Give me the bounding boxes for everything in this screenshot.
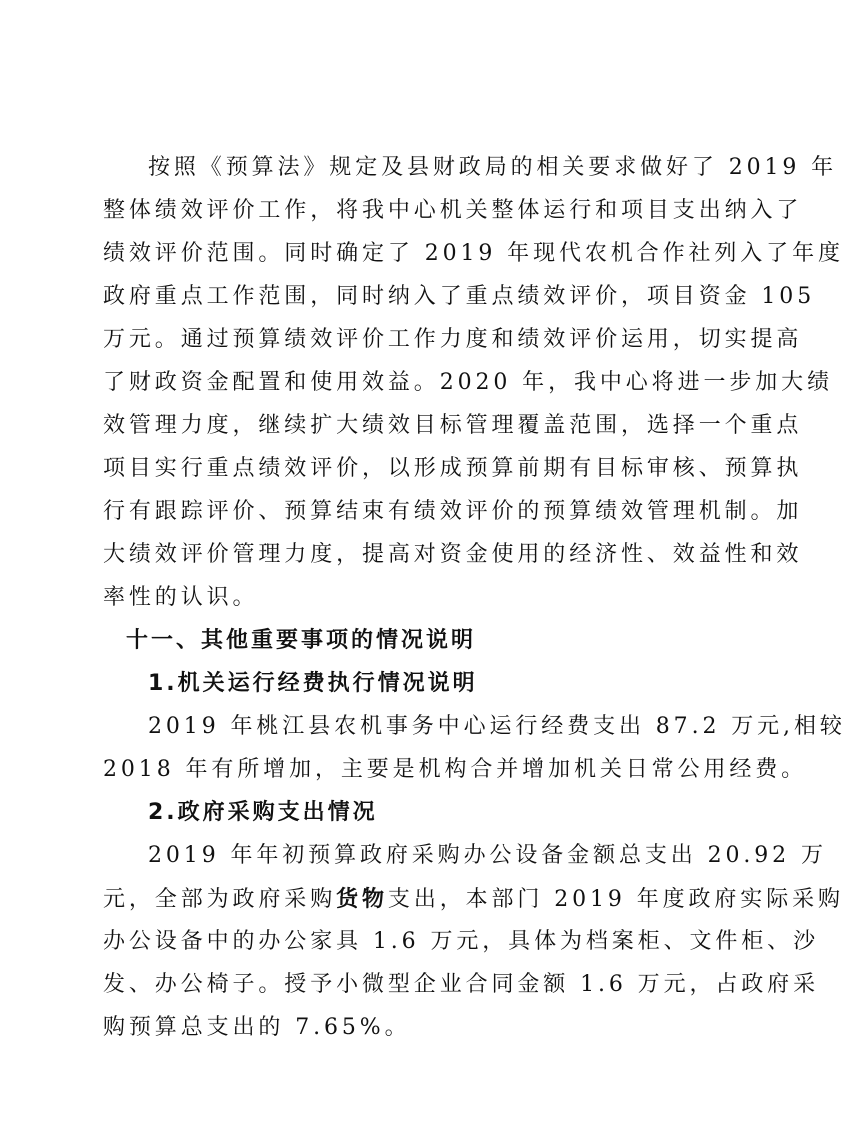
paragraph-line: 2018 年有所增加，主要是机构合并增加机关日常公用经费。	[103, 757, 808, 782]
paragraph-line: 发、办公椅子。授予小微型企业合同金额 1.6 万元，占政府采	[103, 972, 819, 997]
paragraph-line: 绩效评价范围。同时确定了 2019 年现代农机合作社列入了年度	[103, 241, 844, 266]
paragraph-line: 效管理力度，继续扩大绩效目标管理覆盖范围，选择一个重点	[103, 413, 803, 438]
text-segment: 支出，本部门 2019 年度政府实际采购	[387, 887, 844, 912]
paragraph-line: 万元。通过预算绩效评价工作力度和绩效评价运用，切实提高	[103, 327, 803, 352]
paragraph-line: 了财政资金配置和使用效益。2020 年，我中心将进一步加大绩	[103, 370, 833, 395]
paragraph-line: 率性的认识。	[103, 585, 259, 610]
subsection-heading-operating-expenses: 1.机关运行经费执行情况说明	[148, 671, 478, 696]
paragraph-line: 购预算总支出的 7.65%。	[103, 1015, 411, 1040]
bold-term-goods: 货物	[336, 886, 388, 912]
paragraph-line: 政府重点工作范围，同时纳入了重点绩效评价，项目资金 105	[103, 284, 816, 309]
section-heading: 十一、其他重要事项的情况说明	[126, 628, 477, 653]
paragraph-line: 办公设备中的办公家具 1.6 万元，具体为档案柜、文件柜、沙	[103, 929, 819, 954]
paragraph-line: 2019 年桃江县农机事务中心运行经费支出 87.2 万元,相较	[148, 714, 846, 739]
paragraph-line: 项目实行重点绩效评价，以形成预算前期有目标审核、预算执	[103, 456, 803, 481]
paragraph-line: 整体绩效评价工作，将我中心机关整体运行和项目支出纳入了	[103, 198, 803, 223]
text-segment: 元，全部为政府采购	[103, 887, 337, 912]
paragraph-line: 大绩效评价管理力度，提高对资金使用的经济性、效益性和效	[103, 542, 803, 567]
paragraph-line: 2019 年年初预算政府采购办公设备金额总支出 20.92 万	[148, 843, 827, 868]
paragraph-line: 行有跟踪评价、预算结束有绩效评价的预算绩效管理机制。加	[103, 499, 803, 524]
paragraph-line	[103, 884, 844, 915]
paragraph-line: 按照《预算法》规定及县财政局的相关要求做好了 2019 年	[148, 155, 838, 180]
subsection-heading-procurement: 2.政府采购支出情况	[148, 800, 378, 825]
